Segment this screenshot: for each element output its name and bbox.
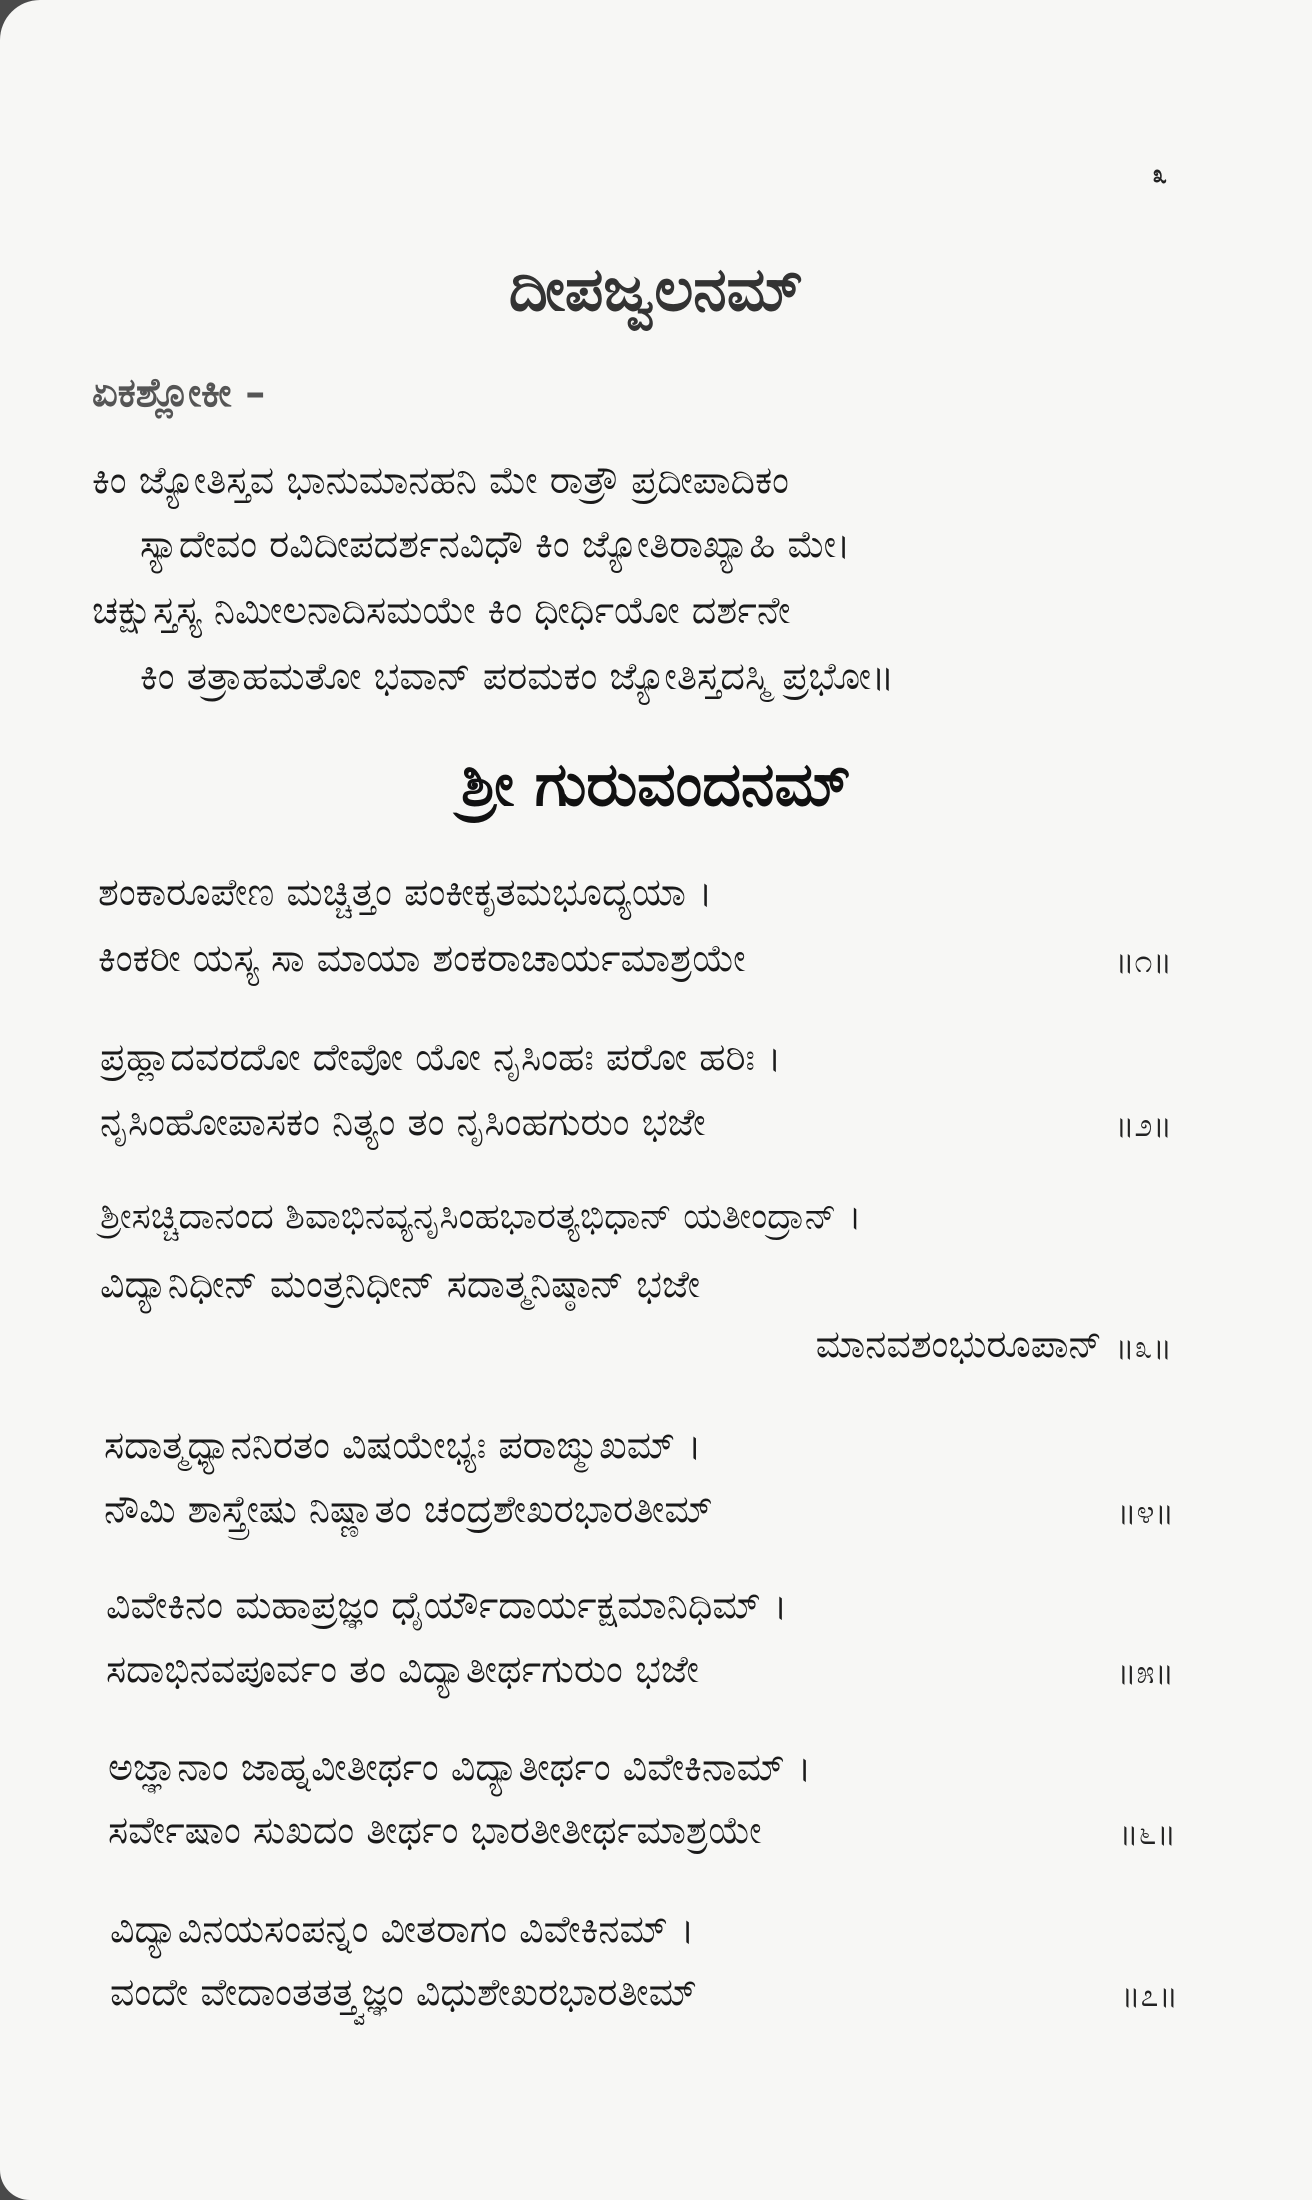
shloka-line-2: ಸ್ಯಾದೇವಂ ರವಿದೀಪದರ್ಶನವಿಧೌ ಕಿಂ ಜ್ಯೋತಿರಾಖ್ಯಾಹಿ ಮೇ। [140,522,851,566]
section-subtitle-ekashloki: ಏಕಶ್ಲೋಕೀ – [92,370,266,416]
verse-2-number: ॥೨॥ [1115,1106,1172,1144]
verse-3-line-1: ಶ್ರೀಸಚ್ಚಿದಾನಂದ ಶಿವಾಭಿನವ್ಯನೃಸಿಂಹಭಾರತ್ಯಭಿಧಾನ್ ಯತೀಂದ್ರಾನ್ । [100,1196,862,1237]
shloka-line-3: ಚಕ್ಷುಸ್ತಸ್ಯ ನಿಮೀಲನಾದಿಸಮಯೇ ಕಿಂ ಧೀರ್ಧಿಯೋ ದರ್ಶನೇ [92,588,791,632]
verse-5-line-1: ವಿವೇಕಿನಂ ಮಹಾಪ್ರಜ್ಞಂ ಧೈರ್ಯೌದಾರ್ಯಕ್ಷಮಾನಿಧಿಮ್ । [106,1583,788,1627]
verse-5-line-2: ಸದಾಭಿನವಪೂರ್ವಂ ತಂ ವಿದ್ಯಾತೀರ್ಥಗುರುಂ ಭಜೇ [106,1647,699,1691]
shloka-line-4: ಕಿಂ ತತ್ರಾಹಮತೋ ಭವಾನ್ ಪರಮಕಂ ಜ್ಯೋತಿಸ್ತದಸ್ಮಿ ಪ್ರಭೋ॥ [140,654,895,698]
verse-7-line-1: ವಿದ್ಯಾವಿನಯಸಂಪನ್ನಂ ವೀತರಾಗಂ ವಿವೇಕಿನಮ್ । [110,1907,695,1951]
page-number: ೩ [1152,160,1167,190]
verse-6-line-2: ಸರ್ವೇಷಾಂ ಸುಖದಂ ತೀರ್ಥಂ ಭಾರತೀತೀರ್ಥಮಾಶ್ರಯೇ [108,1808,762,1852]
verse-1-line-2: ಕಿಂಕರೀ ಯಸ್ಯ ಸಾ ಮಾಯಾ ಶಂಕರಾಚಾರ್ಯಮಾಶ್ರಯೇ [98,936,746,980]
verse-7-line-2: ವಂದೇ ವೇದಾಂತತತ್ತ್ವಜ್ಞಂ ವಿಧುಶೇಖರಭಾರತೀಮ್ [110,1970,698,2014]
verse-3-line-2: ವಿದ್ಯಾನಿಧೀನ್ ಮಂತ್ರನಿಧೀನ್ ಸದಾತ್ಮನಿಷ್ಠಾನ್ ಭಜೇ [100,1262,701,1306]
verse-4-line-1: ಸದಾತ್ಮಧ್ಯಾನನಿರತಂ ವಿಷಯೇಭ್ಯಃ ಪರಾಙ್ಮುಖಮ್ । [104,1423,702,1467]
verse-6-line-1: ಅಜ್ಞಾನಾಂ ಜಾಹ್ನವೀತೀರ್ಥಂ ವಿದ್ಯಾತೀರ್ಥಂ ವಿವೇಕಿನಾಮ್ । [108,1745,812,1789]
section-title-deepajvalanam: ದೀಪಜ್ವಲನಮ್ [508,255,804,325]
verse-4-line-2: ನೌಮಿ ಶಾಸ್ತ್ರೇಷು ನಿಷ್ಣಾತಂ ಚಂದ್ರಶೇಖರಭಾರತೀಮ್ [104,1487,713,1531]
verse-4-number: ॥೪॥ [1117,1493,1174,1531]
verse-1-number: ॥೧॥ [1115,942,1172,980]
verse-5-number: ॥೫॥ [1117,1653,1174,1691]
verse-1-line-1: ಶಂಕಾರೂಪೇಣ ಮಚ್ಚಿತ್ತಂ ಪಂಕೀಕೃತಮಭೂದ್ಯಯಾ । [98,870,713,914]
verse-3-line-3: ಮಾನವಶಂಭುರೂಪಾನ್ [815,1322,1102,1366]
verse-7-number: ॥೭॥ [1121,1976,1178,2014]
verse-2-line-2: ನೃಸಿಂಹೋಪಾಸಕಂ ನಿತ್ಯಂ ತಂ ನೃಸಿಂಹಗುರುಂ ಭಜೇ [100,1100,706,1144]
verse-6-number: ॥೬॥ [1119,1814,1176,1852]
verse-3-number: ॥೩॥ [1115,1328,1172,1366]
shloka-line-1: ಕಿಂ ಜ್ಯೋತಿಸ್ತವ ಭಾನುಮಾನಹನಿ ಮೇ ರಾತ್ರೌ ಪ್ರದೀಪಾದಿಕಂ [92,458,790,502]
verse-2-line-1: ಪ್ರಹ್ಲಾದವರದೋ ದೇವೋ ಯೋ ನೃಸಿಂಹಃ ಪರೋ ಹರಿಃ । [100,1035,782,1079]
section-title-guruvandanam: ಶ್ರೀ ಗುರುವಂದನಮ್ [461,750,851,820]
